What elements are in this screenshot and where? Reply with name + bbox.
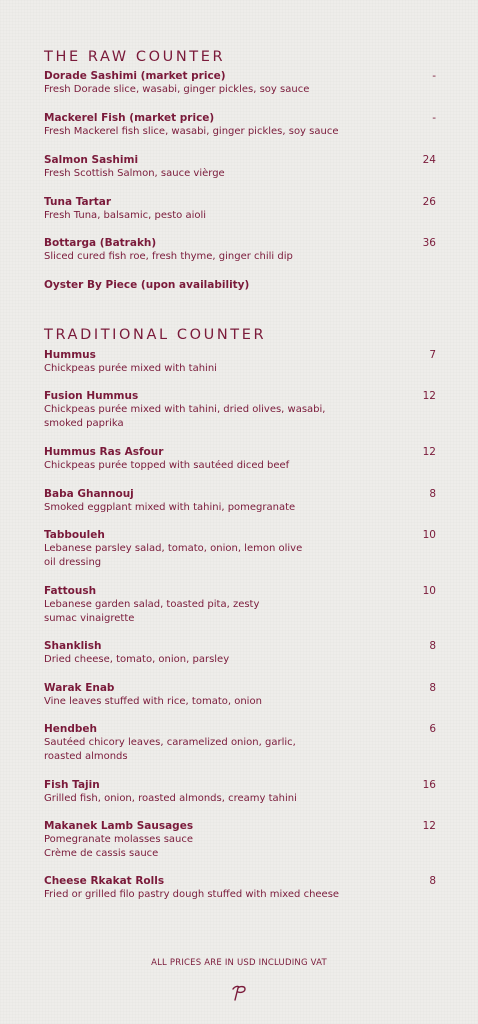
item-description: Dried cheese, tomato, onion, parsley [44, 654, 230, 665]
menu-item [44, 111, 436, 139]
item-description: Sliced cured fish roe, fresh thyme, ginger chili dip [44, 251, 293, 262]
item-description: Fresh Scottish Salmon, sauce vièrge [44, 168, 225, 179]
item-name: Tuna Tartar [44, 196, 112, 208]
menu-item [44, 819, 436, 861]
item-price: 12 [422, 390, 436, 402]
menu-item [44, 681, 436, 709]
item-name: Cheese Rkakat Rolls [44, 875, 165, 887]
item-price: 8 [429, 682, 436, 694]
item-description: Pomegranate molasses sauce Crème de cassis sauce [44, 834, 194, 859]
item-description: Chickpeas purée topped with sautéed diced beef [44, 460, 290, 471]
item-name: Tabbouleh [44, 529, 105, 541]
item-name: Bottarga (Batrakh) [44, 237, 157, 249]
menu-item [44, 487, 436, 515]
section-title-traditional-counter: TRADITIONAL COUNTER [44, 327, 267, 343]
menu-item [44, 153, 436, 181]
item-name: Hummus Ras Asfour [44, 446, 164, 458]
item-description: Chickpeas purée mixed with tahini [44, 363, 217, 374]
item-description: Sautéed chicory leaves, caramelized onion, garlic, roasted almonds [44, 737, 296, 762]
item-name: Shanklish [44, 640, 102, 652]
item-name: Dorade Sashimi (market price) [44, 70, 226, 82]
item-price: 26 [422, 196, 436, 208]
menu-item [44, 236, 436, 264]
menu-item [44, 528, 436, 570]
item-price: 36 [422, 237, 436, 249]
menu-item [44, 639, 436, 667]
item-price: 10 [422, 585, 436, 597]
item-name: Fattoush [44, 585, 97, 597]
item-name: Fish Tajin [44, 779, 100, 791]
item-price: 12 [422, 820, 436, 832]
item-price: - [432, 70, 436, 82]
item-name: Fusion Hummus [44, 390, 139, 402]
item-description: Fresh Dorade slice, wasabi, ginger pickles, soy sauce [44, 84, 310, 95]
script-p-logo-icon [229, 983, 249, 1003]
menu-item [44, 278, 436, 292]
item-price: 10 [422, 529, 436, 541]
item-price: 24 [422, 154, 436, 166]
menu-item [44, 584, 436, 626]
item-description: Vine leaves stuffed with rice, tomato, onion [44, 696, 262, 707]
menu-item [44, 445, 436, 473]
item-name: Baba Ghannouj [44, 488, 134, 500]
item-price: 6 [429, 723, 436, 735]
item-name: Hendbeh [44, 723, 98, 735]
item-price: 8 [429, 875, 436, 887]
item-description: Lebanese garden salad, toasted pita, zesty sumac vinaigrette [44, 599, 260, 624]
menu-item [44, 722, 436, 764]
item-description: Chickpeas purée mixed with tahini, dried olives, wasabi, smoked paprika [44, 404, 326, 429]
item-price: 8 [429, 488, 436, 500]
item-description: Fresh Tuna, balsamic, pesto aioli [44, 210, 207, 221]
item-price: 12 [422, 446, 436, 458]
item-name: Salmon Sashimi [44, 154, 139, 166]
item-description: Fried or grilled filo pastry dough stuffed with mixed cheese [44, 889, 340, 900]
item-description: Smoked eggplant mixed with tahini, pomegranate [44, 502, 296, 513]
section-title-raw-counter: THE RAW COUNTER [44, 49, 226, 65]
item-name: Warak Enab [44, 682, 115, 694]
price-note: ALL PRICES ARE IN USD INCLUDING VAT [151, 958, 327, 968]
item-name: Makanek Lamb Sausages [44, 820, 194, 832]
item-price: 16 [422, 779, 436, 791]
menu-item [44, 348, 436, 376]
item-price: 7 [429, 349, 436, 361]
item-description: Lebanese parsley salad, tomato, onion, lemon olive oil dressing [44, 543, 303, 568]
item-name: Mackerel Fish (market price) [44, 112, 215, 124]
menu-item [44, 874, 436, 902]
menu-item [44, 778, 436, 806]
menu-item [44, 195, 436, 223]
item-price: 8 [429, 640, 436, 652]
item-price: - [432, 112, 436, 124]
item-description: Fresh Mackerel fish slice, wasabi, ginger pickles, soy sauce [44, 126, 339, 137]
item-name: Oyster By Piece (upon availability) [44, 279, 250, 291]
menu-item [44, 389, 436, 431]
item-name: Hummus [44, 349, 96, 361]
item-description: Grilled fish, onion, roasted almonds, creamy tahini [44, 793, 297, 804]
menu-item [44, 69, 436, 97]
